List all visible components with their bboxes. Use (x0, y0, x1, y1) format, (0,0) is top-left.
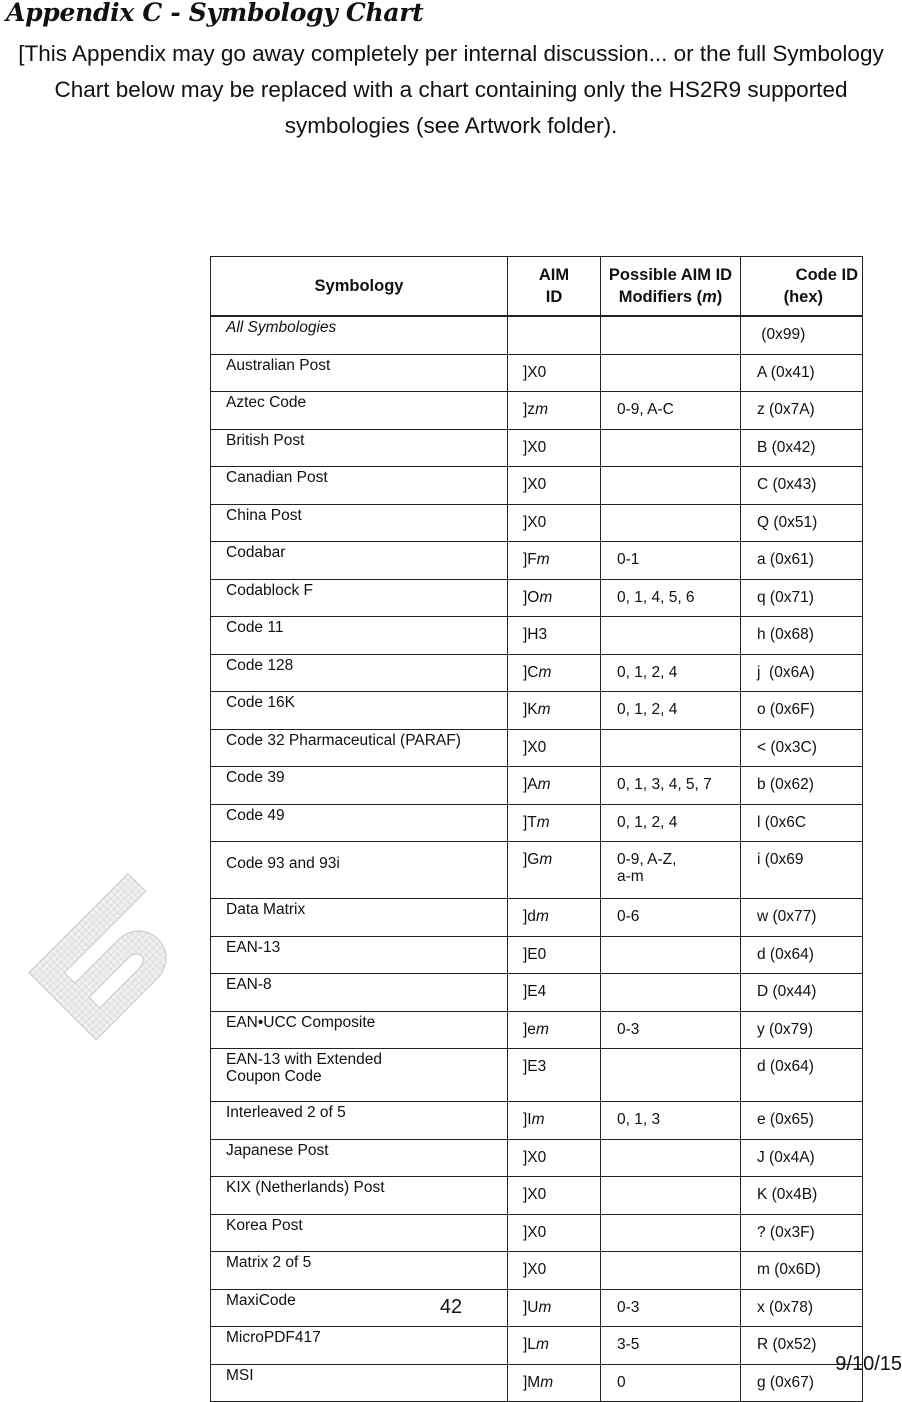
cell-modifiers (601, 467, 741, 505)
cell-modifiers (601, 729, 741, 767)
table-row (211, 1364, 863, 1402)
symbology-name: MaxiCode (226, 1291, 296, 1309)
cell-modifiers (601, 1049, 741, 1102)
cell-aim-id (508, 1177, 601, 1215)
code-id-value: d (0x64) (757, 945, 814, 963)
symbology-name: Codablock F (226, 581, 314, 599)
table-row (211, 504, 863, 542)
cell-code-id (741, 316, 863, 354)
cell-code-id (741, 429, 863, 467)
aim-id-prefix: ]X0 (523, 738, 547, 756)
cell-symbology (211, 1252, 508, 1290)
cell-aim-id (508, 1327, 601, 1365)
header-code-line1: Code ID (795, 266, 858, 284)
table-row (211, 936, 863, 974)
code-id-value: d (0x64) (757, 1058, 814, 1075)
cell-code-id (741, 579, 863, 617)
table-row (211, 392, 863, 430)
cell-code-id (741, 1252, 863, 1290)
modifiers-value: 0, 1, 3, 4, 5, 7 (617, 776, 712, 793)
modifiers-value: 0-9, A-C (617, 401, 674, 418)
cell-aim-id (508, 1102, 601, 1140)
aim-id-modifier: m (536, 813, 550, 831)
cell-code-id (741, 899, 863, 937)
table-row (211, 1327, 863, 1365)
cell-modifiers (601, 767, 741, 805)
aim-id-prefix: ]A (523, 776, 538, 793)
table-row (211, 1011, 863, 1049)
table-row (211, 767, 863, 805)
header-code-line2: (hex) (783, 288, 823, 306)
header-mod-line1: Possible AIM ID (608, 266, 733, 284)
cell-aim-id (508, 1049, 601, 1102)
cell-modifiers (601, 1364, 741, 1402)
header-aim-id (508, 257, 601, 317)
symbology-name: Code 49 (226, 806, 285, 824)
table-row (211, 617, 863, 655)
cell-aim-id (508, 804, 601, 842)
aim-id-modifier: m (535, 908, 549, 925)
code-id-value: h (0x68) (757, 626, 814, 643)
cell-code-id (741, 1102, 863, 1140)
header-mod-prefix: Modifiers ( (618, 288, 703, 306)
symbology-name: Code 93 and 93i (226, 855, 340, 872)
code-id-value: A (0x41) (757, 363, 815, 381)
code-id-value: ? (0x3F) (757, 1223, 815, 1241)
table-row (211, 354, 863, 392)
table-row (211, 842, 863, 899)
symbology-name: Codabar (226, 544, 286, 561)
modifiers-value-line2: a-m (617, 868, 644, 885)
code-id-value: e (0x65) (757, 1111, 814, 1128)
aim-id-modifier: m (535, 1336, 549, 1353)
symbology-name: Code 11 (226, 619, 284, 636)
cell-symbology (211, 354, 508, 392)
code-id-value: b (0x62) (757, 776, 814, 793)
cell-aim-id (508, 767, 601, 805)
cell-aim-id (508, 936, 601, 974)
aim-id-prefix: ]I (523, 1111, 532, 1128)
code-id-value: K (0x4B) (757, 1186, 818, 1203)
cell-symbology (211, 1177, 508, 1215)
table-header-row (211, 257, 863, 317)
symbology-name: Code 32 Pharmaceutical (PARAF) (226, 731, 461, 749)
cell-symbology (211, 1049, 508, 1102)
cell-symbology (211, 1139, 508, 1177)
aim-id-prefix: ]z (523, 401, 536, 418)
cell-symbology (211, 729, 508, 767)
aim-id-modifier: m (535, 401, 548, 418)
aim-id-prefix: ]E4 (523, 983, 547, 1000)
cell-symbology (211, 617, 508, 655)
cell-modifiers (601, 1177, 741, 1215)
modifiers-value: 3-5 (617, 1336, 640, 1353)
modifiers-value: 0, 1, 2, 4 (617, 701, 678, 718)
modifiers-value: 0, 1, 2, 4 (617, 663, 678, 681)
aim-id-modifier: m (540, 1373, 554, 1391)
cell-aim-id (508, 316, 601, 354)
modifiers-value: 0-6 (617, 908, 640, 925)
cell-code-id (741, 542, 863, 580)
symbology-name: All Symbologies (226, 319, 337, 336)
cell-modifiers (601, 579, 741, 617)
symbology-name: China Post (226, 506, 302, 524)
symbology-name: EAN-8 (226, 976, 272, 993)
cell-modifiers (601, 542, 741, 580)
cell-code-id (741, 467, 863, 505)
symbology-table (210, 256, 863, 1402)
aim-id-prefix: ]X0 (523, 363, 547, 381)
page-heading: Appendix C - Symbology Chart (6, 0, 424, 27)
symbology-name: EAN•UCC Composite (226, 1013, 376, 1031)
cell-symbology (211, 1102, 508, 1140)
page-number: 42 (439, 1296, 463, 1318)
modifiers-value: 0 (617, 1373, 626, 1391)
aim-id-prefix: ]X0 (523, 476, 547, 493)
modifiers-value: 0, 1, 2, 4 (617, 813, 678, 831)
cell-symbology (211, 974, 508, 1012)
cell-symbology (211, 429, 508, 467)
cell-code-id (741, 842, 863, 899)
aim-id-modifier: m (535, 1020, 549, 1038)
table-row (211, 804, 863, 842)
symbology-name: Code 16K (226, 694, 295, 711)
cell-code-id (741, 1011, 863, 1049)
code-id-value: B (0x42) (757, 438, 816, 456)
table-row (211, 1139, 863, 1177)
modifiers-value: 0, 1, 3 (617, 1111, 661, 1128)
cell-aim-id (508, 654, 601, 692)
cell-code-id (741, 392, 863, 430)
cell-modifiers (601, 1139, 741, 1177)
symbology-name: MSI (226, 1366, 254, 1384)
aim-id-prefix: ]X0 (523, 1148, 547, 1166)
table-row (211, 1049, 863, 1102)
cell-aim-id (508, 392, 601, 430)
cell-modifiers (601, 617, 741, 655)
code-id-value: C (0x43) (757, 476, 817, 493)
aim-id-prefix: ]X0 (523, 1186, 547, 1203)
code-id-value: j (0x6A) (757, 663, 815, 681)
symbology-name: Aztec Code (226, 394, 307, 411)
code-id-value: g (0x67) (757, 1373, 814, 1391)
modifiers-value: 0-3 (617, 1020, 640, 1038)
code-id-value: m (0x6D) (757, 1261, 821, 1278)
aim-id-prefix: ]E3 (523, 1058, 547, 1075)
cell-aim-id (508, 542, 601, 580)
table-row (211, 729, 863, 767)
table-row (211, 1102, 863, 1140)
table-row (211, 1177, 863, 1215)
code-id-value: a (0x61) (757, 551, 814, 568)
cell-aim-id (508, 504, 601, 542)
table-row (211, 1214, 863, 1252)
cell-modifiers (601, 936, 741, 974)
intro-paragraph: [This Appendix may go away completely per internal discussion... or the full Symbology Chart below may be replaced with a chart containing only the HS2R9 supported symbologies (see Artwork folder). (18, 41, 884, 138)
cell-code-id (741, 1177, 863, 1215)
aim-id-prefix: ]G (523, 851, 540, 868)
header-aim-line1: AIM (538, 266, 570, 284)
header-aim-line2: ID (545, 288, 563, 306)
cell-code-id (741, 936, 863, 974)
aim-id-modifier: m (538, 663, 552, 681)
aim-id-prefix: ]T (523, 813, 537, 831)
table-row (211, 542, 863, 580)
code-id-value: q (0x71) (757, 588, 814, 606)
aim-id-modifier: m (539, 588, 553, 606)
aim-id-prefix: ]K (523, 701, 538, 718)
cell-symbology (211, 654, 508, 692)
cell-symbology (211, 504, 508, 542)
cell-symbology (211, 767, 508, 805)
cell-modifiers (601, 504, 741, 542)
symbology-name: MicroPDF417 (226, 1329, 321, 1346)
header-mod-suffix: ) (716, 288, 723, 306)
symbology-name: KIX (Netherlands) Post (226, 1179, 385, 1196)
aim-id-prefix: ]X0 (523, 438, 547, 456)
aim-id-modifier: m (537, 701, 551, 718)
aim-id-prefix: ]X0 (523, 513, 547, 531)
symbology-name: Matrix 2 of 5 (226, 1254, 312, 1271)
cell-code-id (741, 1214, 863, 1252)
cell-aim-id (508, 1139, 601, 1177)
cell-code-id (741, 354, 863, 392)
header-mod-m: m (702, 288, 717, 306)
cell-modifiers (601, 804, 741, 842)
code-id-value: z (0x7A) (757, 401, 815, 418)
table-row (211, 316, 863, 354)
cell-symbology (211, 842, 508, 899)
header-symbology: Symbology (211, 257, 508, 317)
modifiers-value: 0-3 (617, 1298, 640, 1316)
cell-aim-id (508, 899, 601, 937)
cell-modifiers (601, 392, 741, 430)
cell-aim-id (508, 974, 601, 1012)
aim-id-prefix: ]L (523, 1336, 536, 1353)
footer-date: 9/10/15 (835, 1353, 902, 1375)
cell-modifiers (601, 354, 741, 392)
cell-code-id (741, 804, 863, 842)
cell-aim-id (508, 1252, 601, 1290)
cell-code-id (741, 1139, 863, 1177)
cell-symbology (211, 936, 508, 974)
cell-symbology (211, 316, 508, 354)
cell-aim-id (508, 467, 601, 505)
aim-id-prefix: ]U (523, 1298, 539, 1316)
symbology-name: Australian Post (226, 356, 331, 374)
cell-code-id (741, 974, 863, 1012)
code-id-value: y (0x79) (757, 1020, 813, 1038)
cell-aim-id (508, 429, 601, 467)
aim-id-modifier: m (536, 551, 550, 568)
symbology-name: Interleaved 2 of 5 (226, 1104, 346, 1121)
modifiers-value: 0, 1, 4, 5, 6 (617, 588, 695, 606)
cell-symbology (211, 392, 508, 430)
table-row (211, 579, 863, 617)
cell-code-id (741, 767, 863, 805)
cell-aim-id (508, 1364, 601, 1402)
cell-modifiers (601, 899, 741, 937)
table-row (211, 974, 863, 1012)
cell-symbology (211, 467, 508, 505)
cell-symbology (211, 1011, 508, 1049)
cell-aim-id (508, 354, 601, 392)
symbology-name: Canadian Post (226, 469, 328, 486)
cell-symbology (211, 579, 508, 617)
code-id-value: x (0x78) (757, 1298, 813, 1316)
symbology-name: Japanese Post (226, 1141, 329, 1159)
symbology-name: Code 39 (226, 769, 285, 786)
cell-code-id (741, 729, 863, 767)
code-id-value: l (0x6C (757, 813, 807, 831)
aim-id-modifier: m (537, 776, 551, 793)
cell-aim-id (508, 842, 601, 899)
code-id-value: i (0x69 (757, 851, 804, 868)
code-id-value: o (0x6F) (757, 701, 815, 718)
aim-id-prefix: ]O (523, 588, 540, 606)
aim-id-prefix: ]X0 (523, 1261, 547, 1278)
symbology-name-line2: Coupon Code (226, 1068, 322, 1085)
cell-symbology (211, 1214, 508, 1252)
aim-id-modifier: m (539, 851, 553, 868)
cell-modifiers (601, 429, 741, 467)
table-row (211, 654, 863, 692)
cell-modifiers (601, 1252, 741, 1290)
modifiers-value: 0-9, A-Z, (617, 851, 677, 868)
table-row (211, 899, 863, 937)
code-id-value: < (0x3C) (757, 738, 817, 756)
aim-id-prefix: ]C (523, 663, 539, 681)
cell-modifiers (601, 316, 741, 354)
cell-aim-id (508, 617, 601, 655)
aim-id-prefix: ]F (523, 551, 537, 568)
symbology-name: Code 128 (226, 656, 294, 674)
cell-modifiers (601, 1327, 741, 1365)
cell-aim-id (508, 579, 601, 617)
aim-id-prefix: ]H3 (523, 626, 548, 643)
code-id-value: R (0x52) (757, 1336, 817, 1353)
symbology-name: British Post (226, 431, 305, 449)
header-code-id (741, 257, 863, 317)
table-row (211, 1252, 863, 1290)
code-id-value: (0x99) (757, 326, 806, 343)
code-id-value: J (0x4A) (757, 1148, 815, 1166)
cell-aim-id (508, 692, 601, 730)
cell-code-id (741, 692, 863, 730)
aim-id-prefix: ]M (523, 1373, 541, 1391)
cell-code-id (741, 654, 863, 692)
cell-modifiers (601, 1011, 741, 1049)
table-row (211, 692, 863, 730)
aim-id-prefix: ]e (523, 1020, 536, 1038)
aim-id-prefix: ]X0 (523, 1223, 547, 1241)
cell-aim-id (508, 729, 601, 767)
cell-symbology (211, 542, 508, 580)
cell-symbology (211, 1327, 508, 1365)
symbology-name: EAN-13 (226, 938, 281, 956)
symbology-name: EAN-13 with Extended (226, 1051, 382, 1068)
symbology-name: Korea Post (226, 1216, 303, 1234)
cell-modifiers (601, 1102, 741, 1140)
cell-modifiers (601, 1214, 741, 1252)
table-row (211, 429, 863, 467)
symbology-name: Data Matrix (226, 901, 306, 918)
cell-modifiers (601, 654, 741, 692)
table-row (211, 467, 863, 505)
cell-code-id (741, 1049, 863, 1102)
code-id-value: D (0x44) (757, 983, 817, 1000)
cell-symbology (211, 692, 508, 730)
cell-modifiers (601, 842, 741, 899)
cell-modifiers (601, 692, 741, 730)
cell-code-id (741, 617, 863, 655)
code-id-value: w (0x77) (757, 908, 817, 925)
cell-modifiers (601, 974, 741, 1012)
cell-symbology (211, 1364, 508, 1402)
aim-id-modifier: m (531, 1111, 545, 1128)
header-modifiers (601, 257, 741, 317)
aim-id-modifier: m (538, 1298, 552, 1316)
watermark-graphic (22, 850, 167, 1050)
aim-id-prefix: ]d (523, 908, 536, 925)
cell-symbology (211, 899, 508, 937)
code-id-value: Q (0x51) (757, 513, 818, 531)
cell-symbology (211, 804, 508, 842)
cell-aim-id (508, 1011, 601, 1049)
modifiers-value: 0-1 (617, 551, 640, 568)
cell-aim-id (508, 1214, 601, 1252)
aim-id-prefix: ]E0 (523, 945, 547, 963)
cell-code-id (741, 504, 863, 542)
